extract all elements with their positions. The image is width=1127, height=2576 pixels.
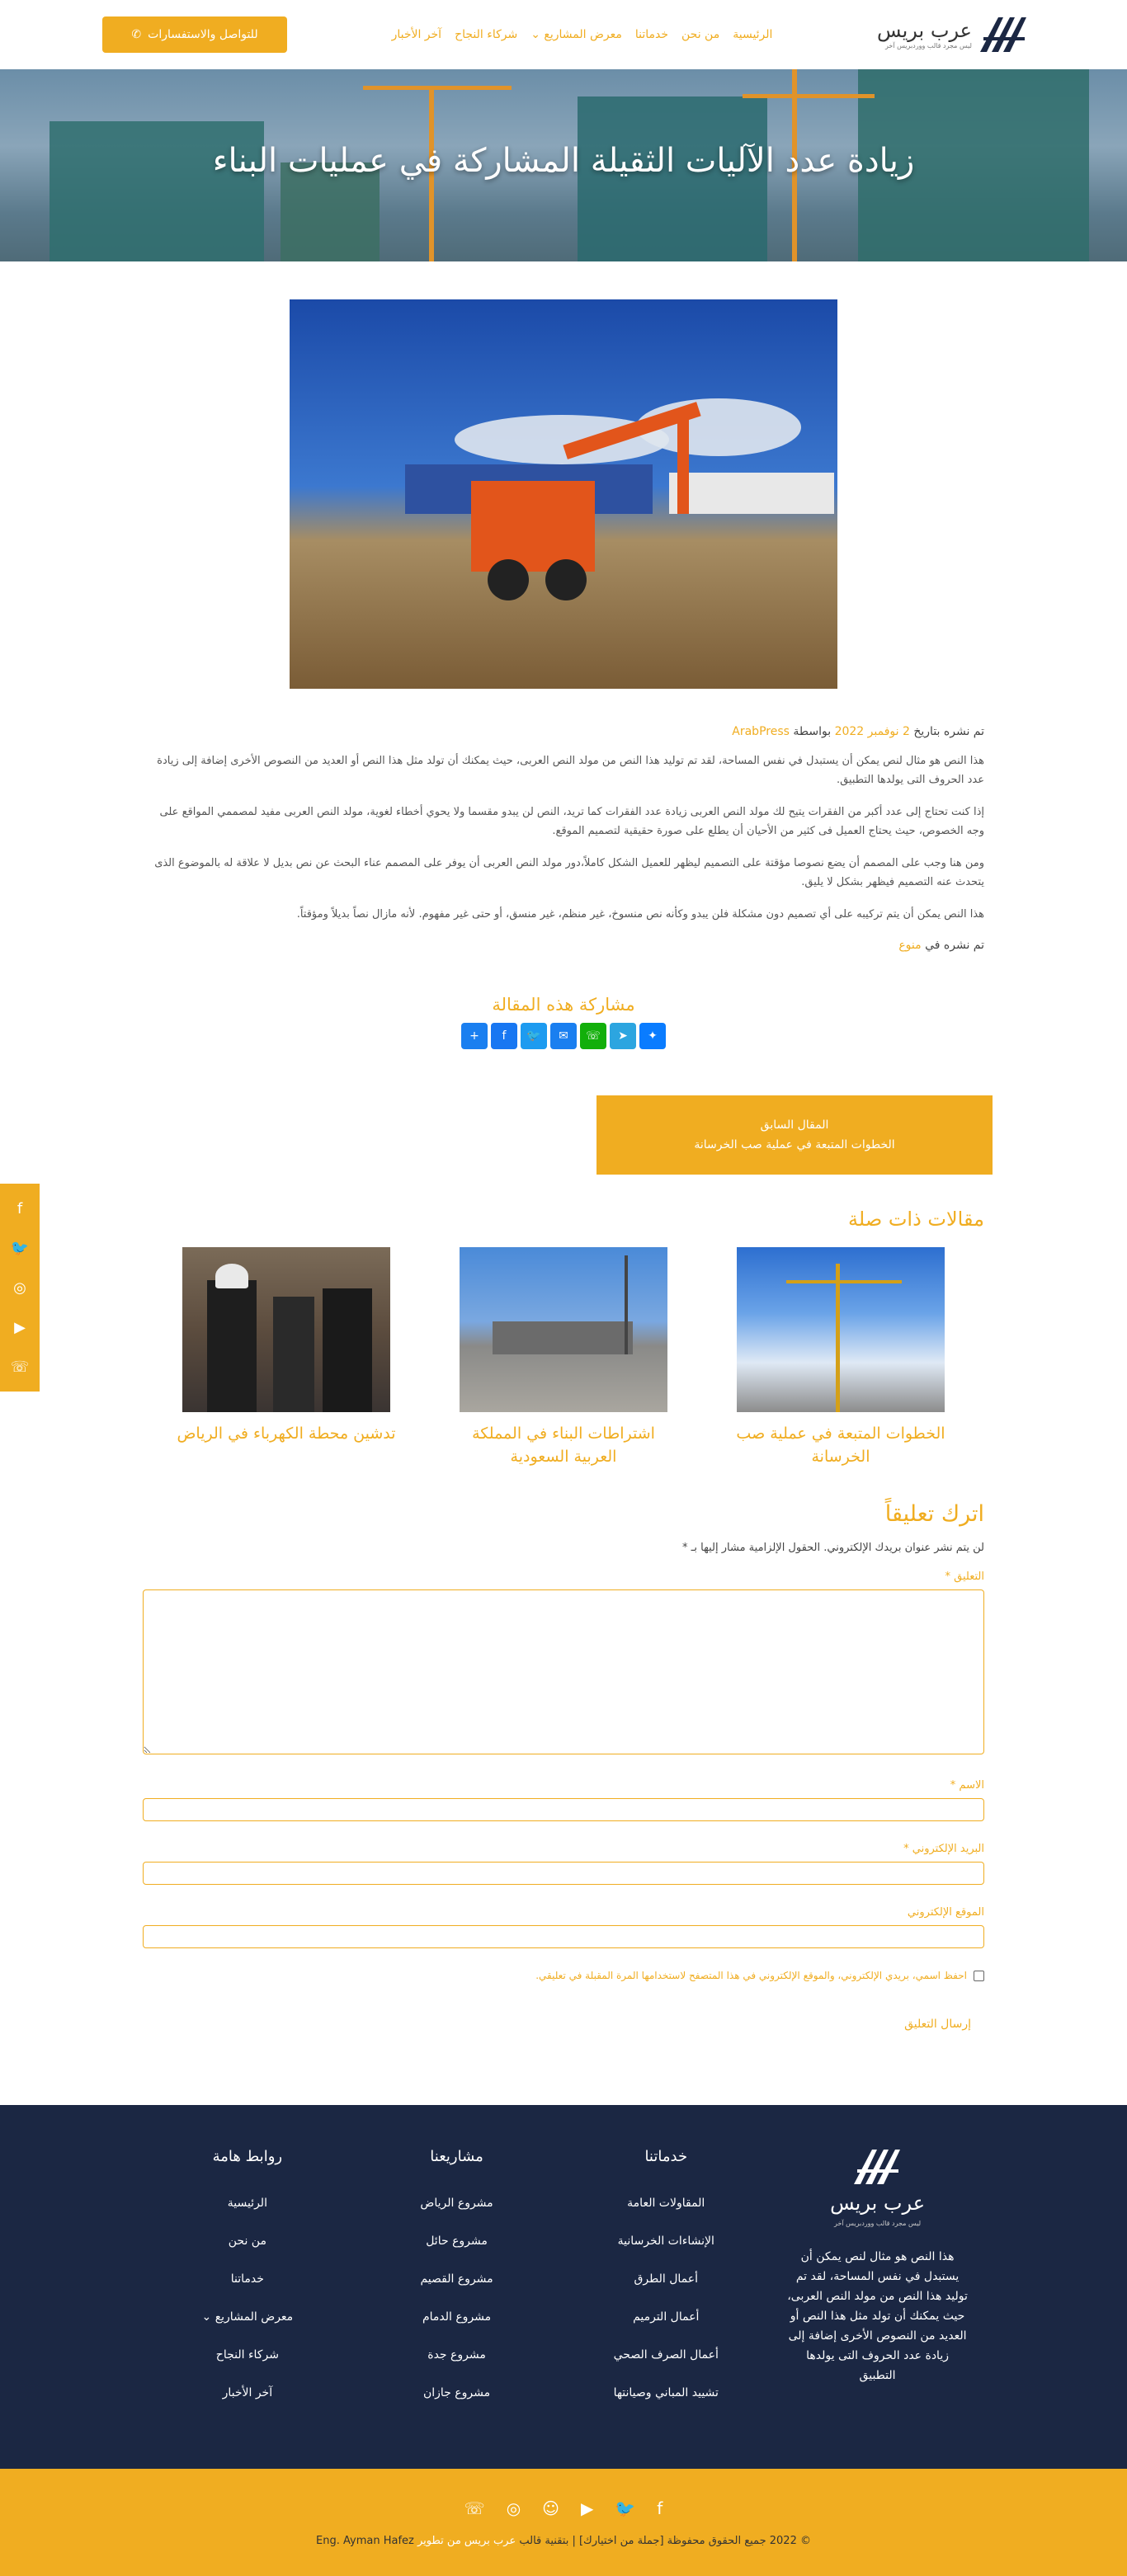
related-post-image[interactable]: [460, 1247, 667, 1412]
footer-link[interactable]: مشروع القصيم: [420, 2272, 493, 2286]
youtube-icon[interactable]: ▶: [581, 2498, 594, 2518]
site-header: [0, 0, 1127, 69]
share-title: مشاركة هذه المقالة: [492, 995, 635, 1015]
footer-link[interactable]: معرض المشاريع ⌄: [201, 2310, 294, 2324]
nav-home[interactable]: الرئيسية: [733, 28, 773, 41]
telegram-icon[interactable]: ➤: [610, 1023, 636, 1049]
instagram-icon[interactable]: ◎: [13, 1279, 26, 1297]
footer-link[interactable]: من نحن: [228, 2235, 266, 2248]
footer-services-title: خدماتنا: [644, 2148, 688, 2165]
post-date-link[interactable]: 2 نوفمبر 2022: [834, 725, 910, 738]
footer-link[interactable]: تشييد المباني وصيانتها: [613, 2386, 719, 2399]
copyright: © 2022 جميع الحقوق محفوظة [جملة من اختيارك] | بتقنية قالب عرب بريس من تطوير Eng. Ayman Hafez: [316, 2534, 811, 2547]
article-paragraph: هذا النص يمكن أن يتم تركيبه على أي تصميم دون مشكلة فلن يبدو وكأنه نص منسوخ، غير منظم، غير منسق، أو حتى غير مفهوم. لأنه مازال نصاً بديلاً ومؤقتاً.: [296, 908, 984, 921]
submit-comment-button[interactable]: إرسال التعليق: [904, 2018, 971, 2031]
logo-mark-icon: [978, 16, 1030, 54]
name-label: الاسم *: [950, 1779, 984, 1792]
floating-social-bar: [0, 1184, 40, 1392]
plus-icon[interactable]: +: [461, 1023, 488, 1049]
comment-note: لن يتم نشر عنوان بريدك الإلكتروني. الحقول الإلزامية مشار إليها بـ *: [681, 1542, 984, 1554]
logo-mark-icon: [852, 2148, 903, 2186]
footer-social-icons: [464, 2498, 663, 2518]
footer-link[interactable]: أعمال الصرف الصحي: [613, 2348, 719, 2362]
save-info-checkbox-row: [143, 1970, 984, 1981]
related-posts-title: مقالات ذات صلة: [848, 1208, 984, 1231]
nav-about[interactable]: من نحن: [681, 28, 720, 41]
footer-projects-title: مشاريعنا: [430, 2148, 483, 2165]
twitter-icon[interactable]: 🐦: [10, 1239, 30, 1257]
footer-link[interactable]: شركاء النجاح: [215, 2348, 279, 2362]
related-post-card[interactable]: [727, 1247, 955, 1468]
phone-icon: ✆: [131, 28, 142, 41]
share-buttons: [143, 1023, 984, 1049]
related-post-card[interactable]: [172, 1247, 400, 1468]
footer-links-title: روابط هامة: [212, 2148, 283, 2165]
footer-link[interactable]: الإنشاءات الخرسانية: [617, 2235, 714, 2248]
comment-label: التعليق *: [945, 1571, 984, 1583]
footer-logo-tagline: ليس مجرد قالب ووردبريس آخر: [834, 2220, 922, 2228]
website-label: الموقع الإلكتروني: [907, 1906, 984, 1919]
footer-logo-name: عرب بريس: [830, 2192, 926, 2215]
contact-button[interactable]: [102, 16, 287, 53]
related-post-title[interactable]: اشتراطات البناء في المملكة العربية السعودية: [472, 1425, 655, 1466]
snapchat-icon[interactable]: ☺: [542, 2498, 559, 2518]
footer-link[interactable]: مشروع الدمام: [422, 2310, 492, 2324]
article-content: [143, 299, 984, 2031]
nav-news[interactable]: آخر الأخبار: [391, 28, 442, 41]
whatsapp-icon[interactable]: ☏: [580, 1023, 606, 1049]
footer-link[interactable]: مشروع جدة: [427, 2348, 486, 2362]
twitter-icon[interactable]: 🐦: [521, 1023, 547, 1049]
footer-links: [143, 2148, 352, 2424]
footer-bottom-bar: [0, 2469, 1127, 2576]
footer-about-text: هذا النص هو مثال لنص يمكن أن يستبدل في نفس المساحة، لقد تم توليد هذا النص من مولد النص العربى، حيث يمكنك أن تولد مثل هذا النص أو العديد من النصوص الأخرى إضافة إلى زيادة عدد الحروف التى يولدها التطبيق: [787, 2250, 968, 2383]
nav-partners[interactable]: شركاء النجاح: [455, 28, 518, 41]
nav-services[interactable]: خدماتنا: [634, 28, 669, 41]
related-post-card[interactable]: [450, 1247, 677, 1468]
main-nav: [392, 28, 773, 41]
related-post-title[interactable]: تدشين محطة الكهرباء في الرياض: [177, 1425, 396, 1443]
post-category: تم نشره في منوع: [898, 939, 984, 952]
previous-post-link[interactable]: [597, 1095, 993, 1175]
author-link[interactable]: Eng. Ayman Hafez: [316, 2534, 414, 2547]
email-field[interactable]: [143, 1862, 984, 1885]
instagram-icon[interactable]: ◎: [506, 2498, 521, 2518]
brand-link[interactable]: عرب بريس: [464, 2534, 516, 2547]
comment-textarea[interactable]: [143, 1589, 984, 1754]
category-link[interactable]: منوع: [898, 939, 922, 952]
article-paragraph: هذا النص هو مثال لنص يمكن أن يستبدل في نفس المساحة، لقد تم توليد هذا النص من مولد النص العربى، حيث يمكنك أن تولد مثل هذا النص أو العديد من النصوص الأخرى إضافة إلى زيادة عدد الحروف التى يولدها التطبيق.: [157, 755, 984, 786]
website-field[interactable]: [143, 1925, 984, 1948]
related-posts: [143, 1247, 984, 1468]
article-paragraph: ومن هنا وجب على المصمم أن يضع نصوصا مؤقتة على التصميم ليظهر للعميل الشكل كاملاً،دور مولد النص العربى أن يوفر على المصمم عناء البحث عن نص بديل لا علاقة له بالموضوع الذى يتحدث عنه التصميم فيظهر بشكل لا يليق.: [154, 857, 984, 888]
email-icon[interactable]: ✉: [550, 1023, 577, 1049]
featured-image: [290, 299, 837, 689]
footer-link[interactable]: أعمال الترميم: [633, 2310, 700, 2324]
contact-button-label: للتواصل والاستفسارات: [148, 28, 258, 41]
article-paragraph: إذا كنت تحتاج إلى عدد أكبر من الفقرات يتيح لك مولد النص العربى زيادة عدد الفقرات كما تريد، النص لن يبدو مقسما ولا يحوي أخطاء لغوية، مولد النص العربى مفيد لمصممي المواقع على وجه الخصوص، حيث يحتاج العميل فى كثير من الأحيان أن يطلع على صورة حقيقية لتصميم الموقع.: [159, 806, 984, 837]
footer-link[interactable]: المقاولات العامة: [627, 2197, 705, 2210]
related-post-title[interactable]: الخطوات المتبعة في عملية صب الخرسانة: [736, 1425, 945, 1466]
email-label: البريد الإلكتروني *: [903, 1843, 984, 1855]
whatsapp-icon[interactable]: ☏: [10, 1358, 30, 1376]
footer-link[interactable]: أعمال الطرق: [634, 2272, 698, 2286]
whatsapp-icon[interactable]: ☏: [464, 2498, 485, 2518]
footer-services: [561, 2148, 771, 2424]
footer-link[interactable]: مشروع حائل: [426, 2235, 488, 2248]
messenger-icon[interactable]: ✦: [639, 1023, 666, 1049]
footer-link[interactable]: الرئيسية: [227, 2197, 267, 2210]
logo-tagline: ليس مجرد قالب ووردبريس آخر: [884, 41, 972, 49]
footer-projects: [352, 2148, 562, 2424]
page-title: زيادة عدد الآليات الثقيلة المشاركة في عمليات البناء: [212, 142, 915, 180]
facebook-icon[interactable]: f: [17, 1199, 23, 1217]
post-author-link[interactable]: ArabPress: [732, 725, 790, 738]
post-meta: تم نشره بتاريخ 2 نوفمبر 2022 بواسطة ArabPress: [732, 725, 984, 738]
site-logo[interactable]: [877, 16, 1030, 54]
footer-link[interactable]: آخر الأخبار: [222, 2386, 273, 2399]
footer-link[interactable]: خدماتنا: [230, 2272, 264, 2286]
save-info-checkbox[interactable]: [974, 1971, 984, 1981]
logo-name: عرب بريس: [877, 19, 972, 43]
youtube-icon[interactable]: ▶: [14, 1318, 26, 1336]
footer-about: [771, 2148, 984, 2424]
footer-link[interactable]: مشروع جازان: [422, 2386, 491, 2399]
save-info-label: احفظ اسمي، بريدي الإلكتروني، والموقع الإلكتروني في هذا المتصفح لاستخدامها المرة المقبلة في تعليقي.: [535, 1970, 967, 1981]
site-footer: [0, 2105, 1127, 2469]
related-post-image[interactable]: [182, 1247, 390, 1412]
chevron-down-icon: ⌄: [530, 28, 540, 41]
nav-projects[interactable]: معرض المشاريع ⌄: [530, 28, 622, 41]
chevron-down-icon: ⌄: [201, 2310, 212, 2324]
facebook-icon[interactable]: f: [491, 1023, 517, 1049]
page-hero: [0, 69, 1127, 261]
comment-form-title: اترك تعليقاً: [884, 1501, 984, 1527]
related-post-image[interactable]: [737, 1247, 945, 1412]
name-field[interactable]: [143, 1798, 984, 1821]
previous-post-title: الخطوات المتبعة في عملية صب الخرسانة: [694, 1138, 895, 1151]
footer-link[interactable]: مشروع الرياض: [420, 2197, 493, 2210]
previous-post-label: المقال السابق: [760, 1118, 829, 1132]
facebook-icon[interactable]: f: [657, 2498, 663, 2518]
twitter-icon[interactable]: 🐦: [615, 2498, 636, 2518]
